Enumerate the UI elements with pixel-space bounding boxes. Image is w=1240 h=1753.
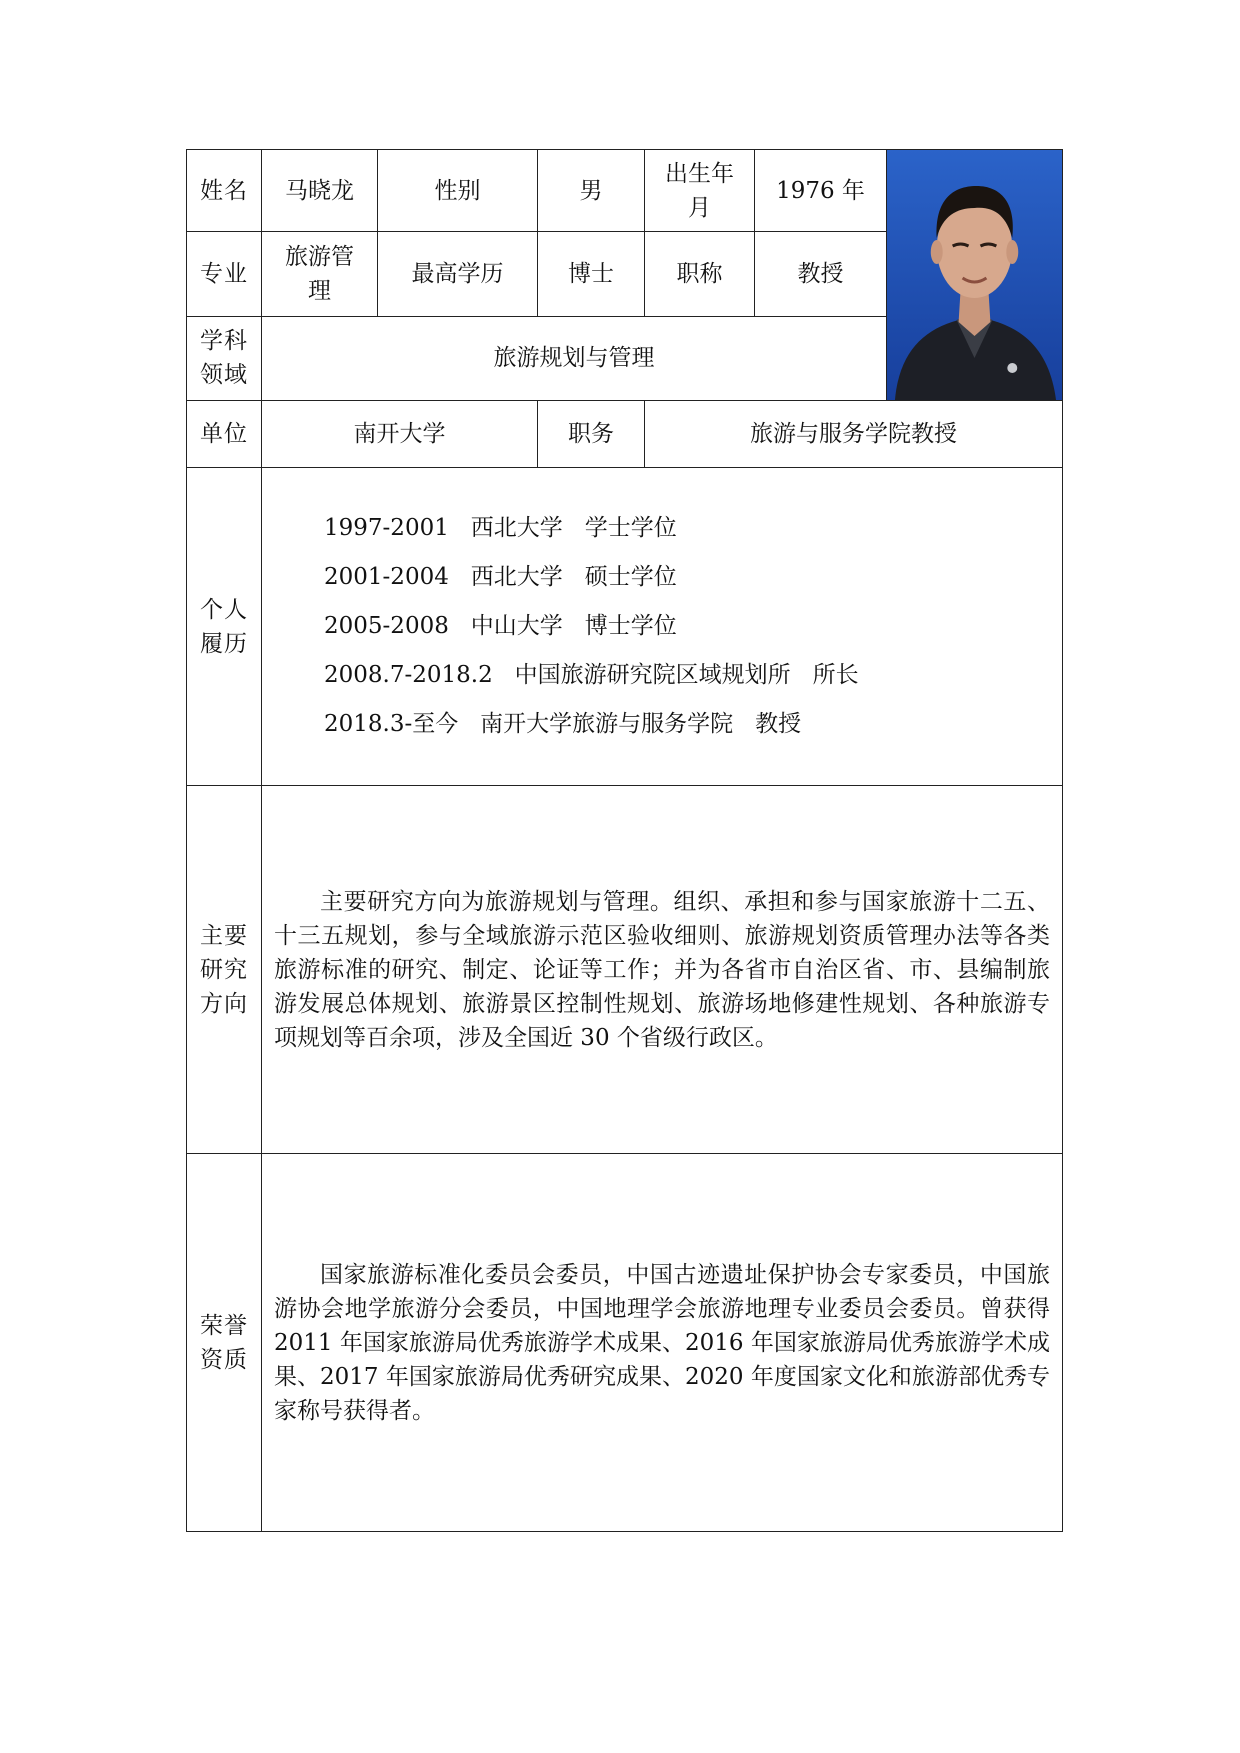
profile-table <box>186 149 1063 1532</box>
name-value: 马晓龙 <box>262 150 378 232</box>
row-resume <box>187 468 1063 786</box>
edu-label: 最高学历 <box>378 232 538 316</box>
title-value: 教授 <box>755 232 887 316</box>
name-label: 姓名 <box>187 150 262 232</box>
unit-label: 单位 <box>187 401 262 468</box>
title-label: 职称 <box>645 232 755 316</box>
birth-value: 1976 年 <box>755 150 887 232</box>
field-value: 旅游规划与管理 <box>262 316 887 400</box>
resume-line: 2018.3-至今 南开大学旅游与服务学院 教授 <box>324 711 802 737</box>
major-label: 专业 <box>187 232 262 316</box>
row-unit <box>187 401 1063 468</box>
position-value: 旅游与服务学院教授 <box>645 401 1063 468</box>
position-label: 职务 <box>538 401 645 468</box>
gender-value: 男 <box>538 150 645 232</box>
research-content <box>262 786 1063 1154</box>
research-label: 主要研究方向 <box>187 786 262 1154</box>
resume-line: 2005-2008 中山大学 博士学位 <box>324 613 677 639</box>
major-value: 旅游管理 <box>262 232 378 316</box>
field-label: 学科领域 <box>187 316 262 400</box>
edu-value: 博士 <box>538 232 645 316</box>
research-paragraph: 主要研究方向为旅游规划与管理。组织、承担和参与国家旅游十二五、十三五规划，参与全域旅游示范区验收细则、旅游规划资质管理办法等各类旅游标准的研究、制定、论证等工作；并为各省市自治区省、市、县编制旅游发展总体规划、旅游景区控制性规划、旅游场地修建性规划、各种旅游专项规划等百余项，涉及全国近 30 个省级行政区。 <box>274 888 1050 1051</box>
resume-line: 2001-2004 西北大学 硕士学位 <box>324 564 677 590</box>
row-research <box>187 786 1063 1154</box>
honors-label: 荣誉资质 <box>187 1154 262 1532</box>
resume-line: 2008.7-2018.2 中国旅游研究院区域规划所 所长 <box>324 662 859 688</box>
row-basic-info <box>187 150 1063 232</box>
honors-content <box>262 1154 1063 1532</box>
resume-label: 个人履历 <box>187 468 262 786</box>
portrait-photo <box>887 150 1063 401</box>
gender-label: 性别 <box>378 150 538 232</box>
resume-content <box>262 468 1063 786</box>
portrait-photo-icon <box>887 150 1062 400</box>
resume-line: 1997-2001 西北大学 学士学位 <box>324 515 677 541</box>
birth-label: 出生年月 <box>645 150 755 232</box>
unit-value: 南开大学 <box>262 401 538 468</box>
row-honors <box>187 1154 1063 1532</box>
honors-paragraph: 国家旅游标准化委员会委员，中国古迹遗址保护协会专家委员，中国旅游协会地学旅游分会委员，中国地理学会旅游地理专业委员会委员。曾获得 2011 年国家旅游局优秀旅游学术成果、2016 年国家旅游局优秀旅游学术成果、2017 年国家旅游局优秀研究成果、2020 年度国家文化和旅游部优秀专家称号获得者。 <box>274 1261 1050 1424</box>
